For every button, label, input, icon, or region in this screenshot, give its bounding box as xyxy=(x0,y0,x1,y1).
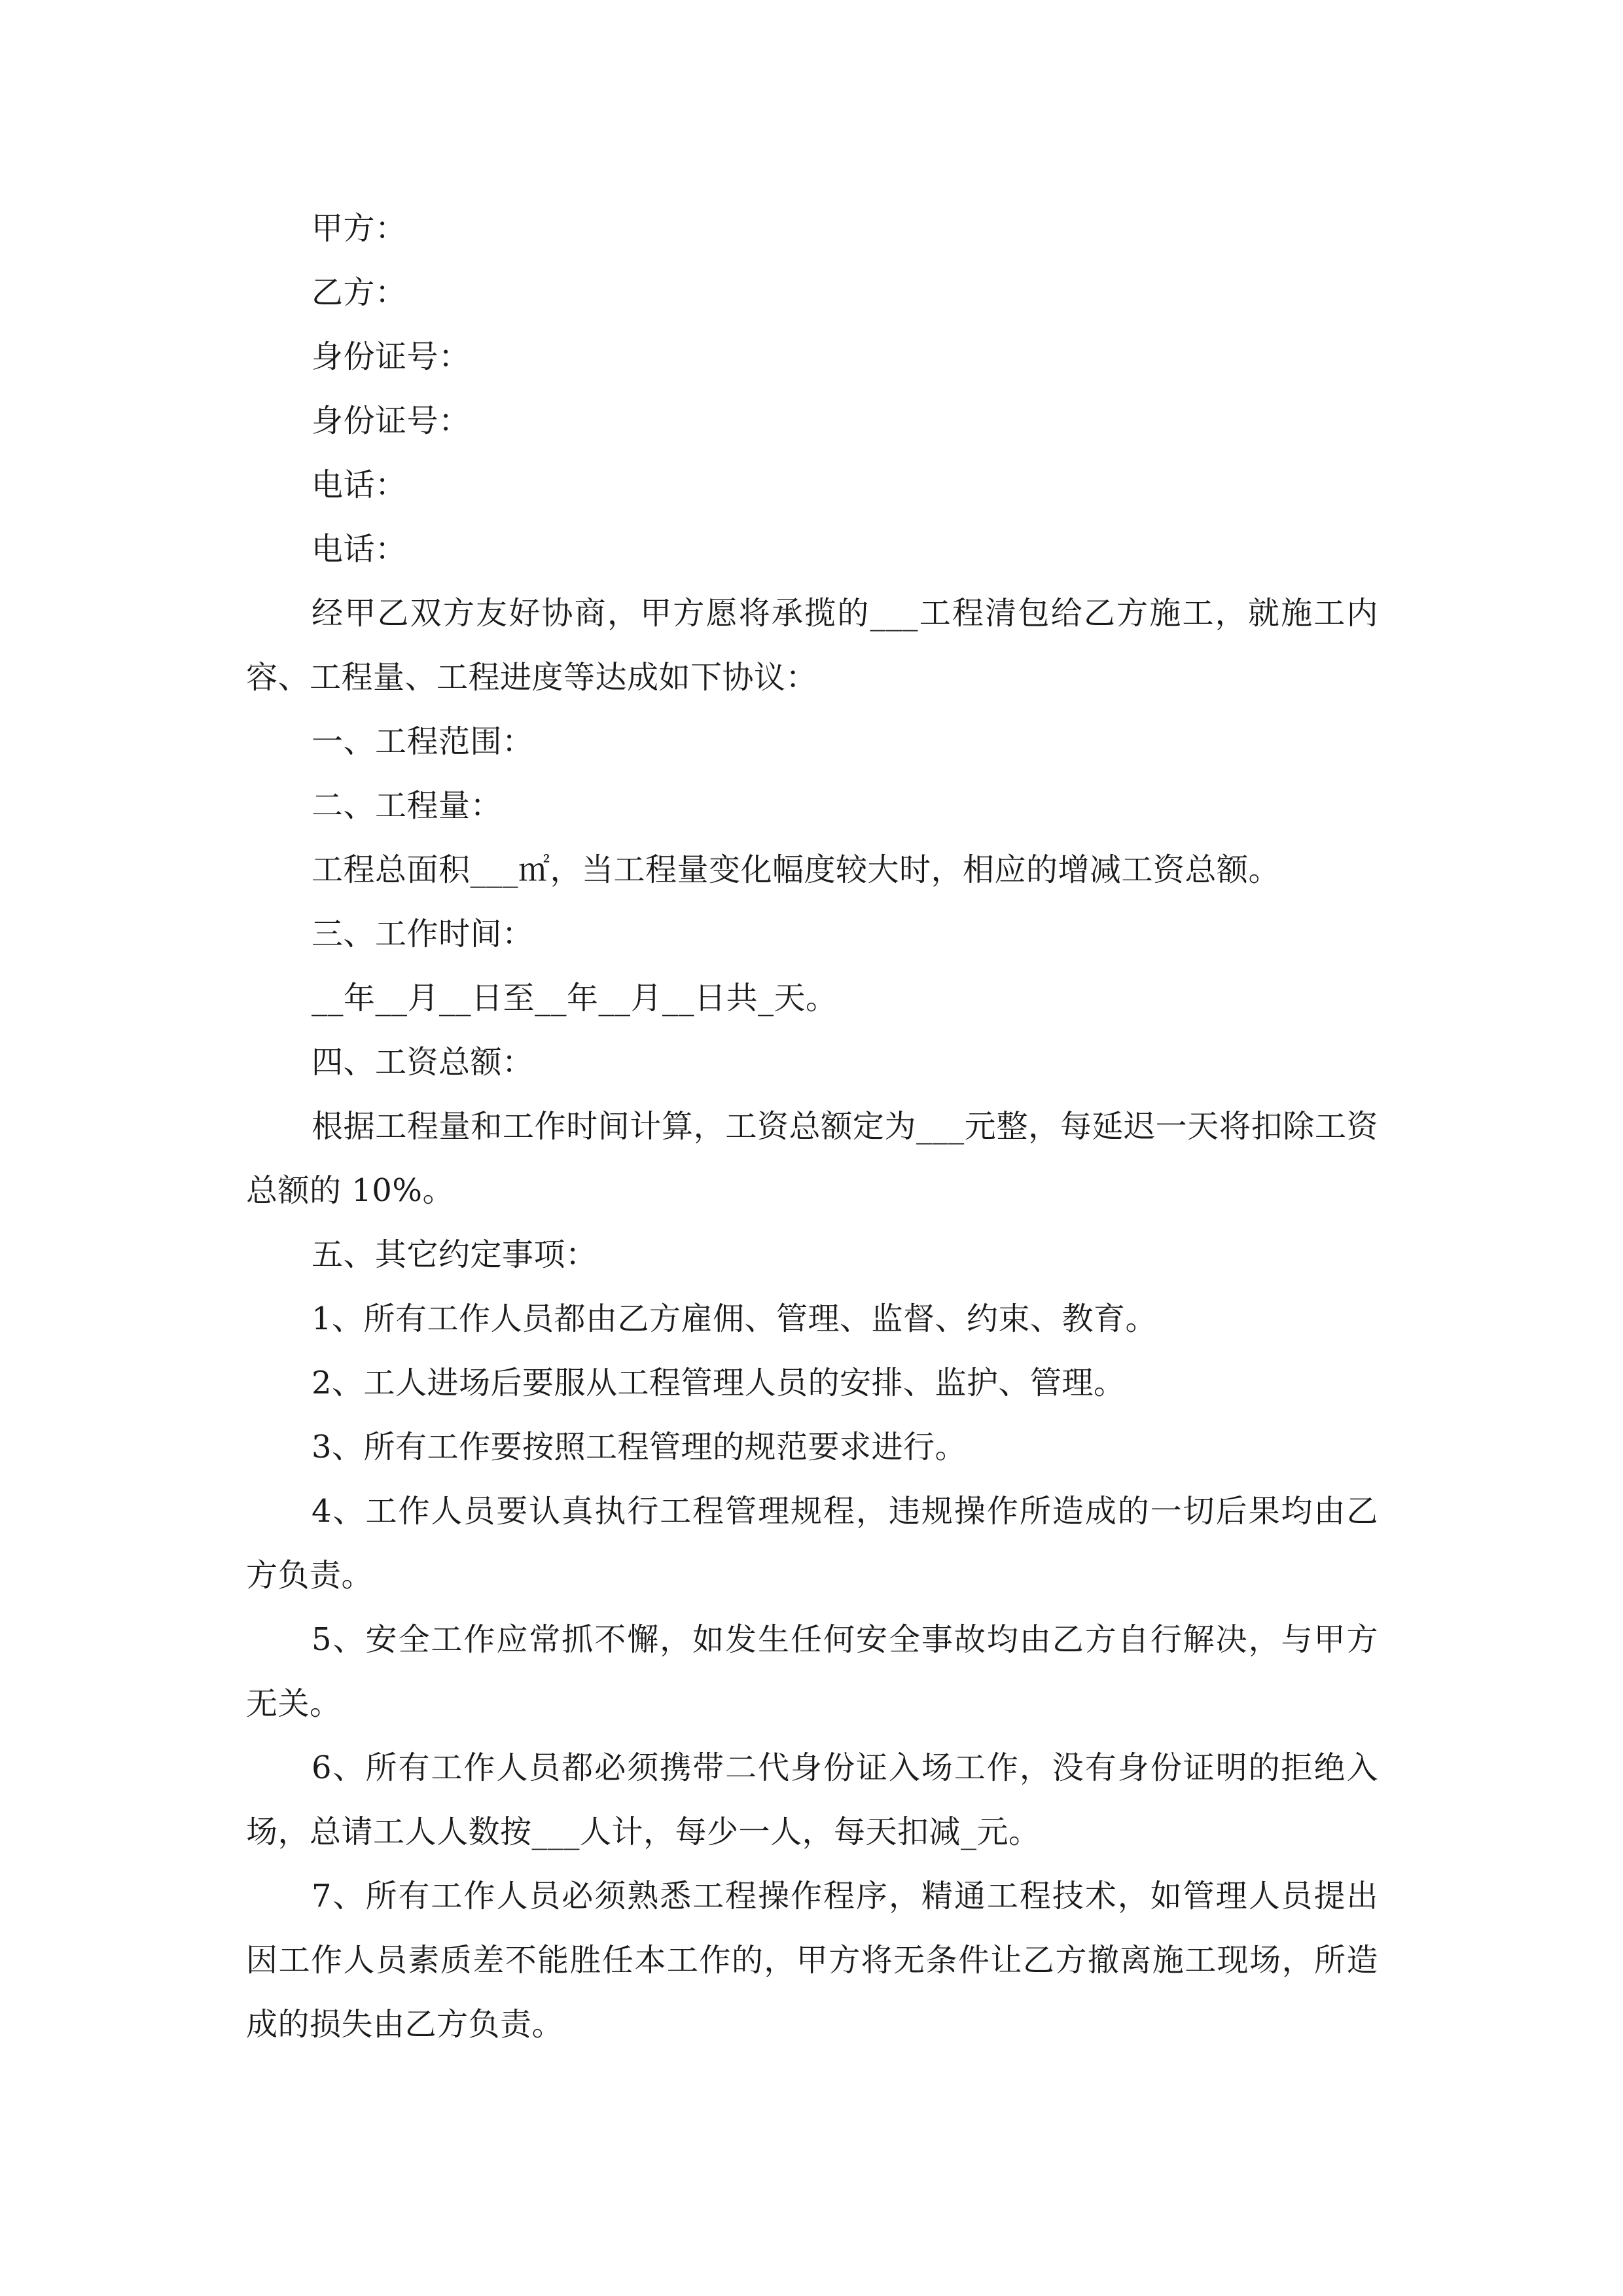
clause-6: 6、所有工作人员都必须携带二代身份证入场工作，没有身份证明的拒绝入场，总请工人人数按___人计，每少一人，每天扣减_元。 xyxy=(246,1749,1378,1850)
intro-paragraph: 经甲乙双方友好协商，甲方愿将承揽的___工程清包给乙方施工，就施工内容、工程量、工程进度等达成如下协议： xyxy=(246,595,1378,696)
heading-quantity: 二、工程量： xyxy=(312,787,503,824)
clause-2: 2、工人进场后要服从工程管理人员的安排、监护、管理。 xyxy=(312,1365,1126,1401)
clause-3: 3、所有工作要按照工程管理的规范要求进行。 xyxy=(312,1429,967,1465)
id-number-a-line: 身份证号： xyxy=(312,338,471,375)
party-b-line: 乙方： xyxy=(312,274,407,311)
quantity-paragraph: 工程总面积___㎡，当工程量变化幅度较大时，相应的增减工资总额。 xyxy=(312,852,1281,888)
clause-7: 7、所有工作人员必须熟悉工程操作程序，精通工程技术，如管理人员提出因工作人员素质差不能胜任本工作的，甲方将无条件让乙方撤离施工现场，所造成的损失由乙方负责。 xyxy=(246,1878,1378,2043)
party-a-line: 甲方： xyxy=(312,210,407,247)
id-number-b-line: 身份证号： xyxy=(312,403,471,439)
clause-1: 1、所有工作人员都由乙方雇佣、管理、监督、约束、教育。 xyxy=(312,1300,1158,1337)
time-paragraph: __年__月__日至__年__月__日共_天。 xyxy=(312,980,838,1016)
heading-time: 三、工作时间： xyxy=(312,916,534,952)
clause-4: 4、工作人员要认真执行工程管理规程，违规操作所造成的一切后果均由乙方负责。 xyxy=(246,1493,1378,1594)
phone-a-line: 电话： xyxy=(312,467,407,503)
clause-5: 5、安全工作应常抓不懈，如发生任何安全事故均由乙方自行解决，与甲方无关。 xyxy=(246,1621,1378,1722)
contract-body xyxy=(246,196,1378,2056)
heading-scope: 一、工程范围： xyxy=(312,723,534,760)
phone-b-line: 电话： xyxy=(312,531,407,567)
heading-wage: 四、工资总额： xyxy=(312,1044,534,1081)
heading-other: 五、其它约定事项： xyxy=(312,1236,597,1273)
wage-paragraph: 根据工程量和工作时间计算，工资总额定为___元整，每延迟一天将扣除工资总额的 10%。 xyxy=(246,1108,1378,1209)
